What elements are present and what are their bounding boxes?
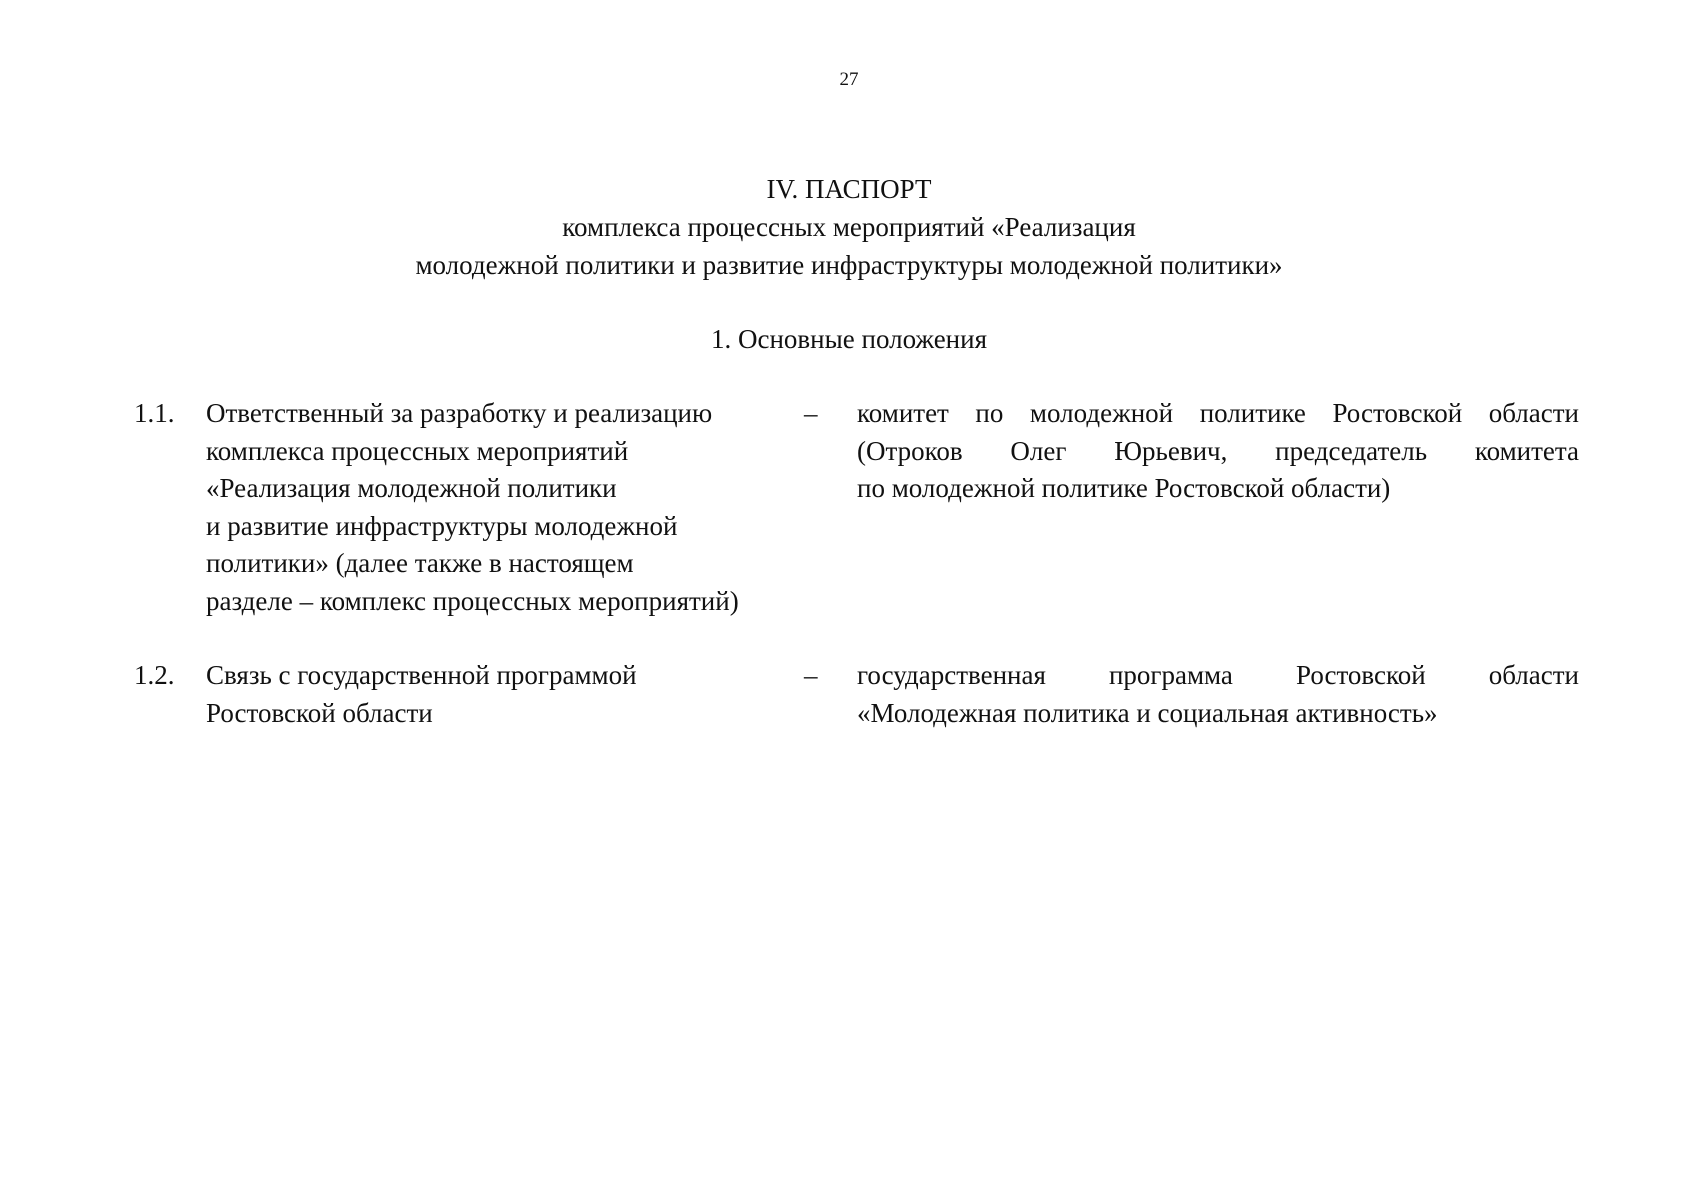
row-value-line: (Отроков Олег Юрьевич, председатель комитета [857,435,1579,466]
row-dash: – [804,660,818,690]
row-label: Связь с государственной программой Ростовской области [206,660,637,728]
document-heading-line-2: комплекса процессных мероприятий «Реализация [562,212,1136,242]
row-value-line: государственная программа Ростовской области [857,660,1579,690]
row-value [857,657,1579,732]
row-number: 1.2. [134,660,175,690]
document-heading-title: IV. ПАСПОРТ [766,174,932,204]
row-value-line: комитет по молодежной политике Ростовской области [857,398,1579,428]
page-number: 27 [839,69,859,90]
section-title: 1. Основные положения [711,324,987,354]
row-label: Ответственный за разработку и реализацию комплекса процессных мероприятий «Реализация молодежной политики и развитие инфраструктуры молодежной политики» (далее также в настоящем разделе – комплекс процессных мероприятий) [206,398,739,616]
row-value-line: по молодежной политике Ростовской области) [857,473,1391,504]
row-number: 1.1. [134,398,175,428]
row-value-line: «Молодежная политика и социальная активность» [857,697,1438,728]
row-value [857,395,1579,508]
row-dash: – [804,398,818,428]
document-heading-line-3: молодежной политики и развитие инфраструктуры молодежной политики» [415,250,1283,280]
